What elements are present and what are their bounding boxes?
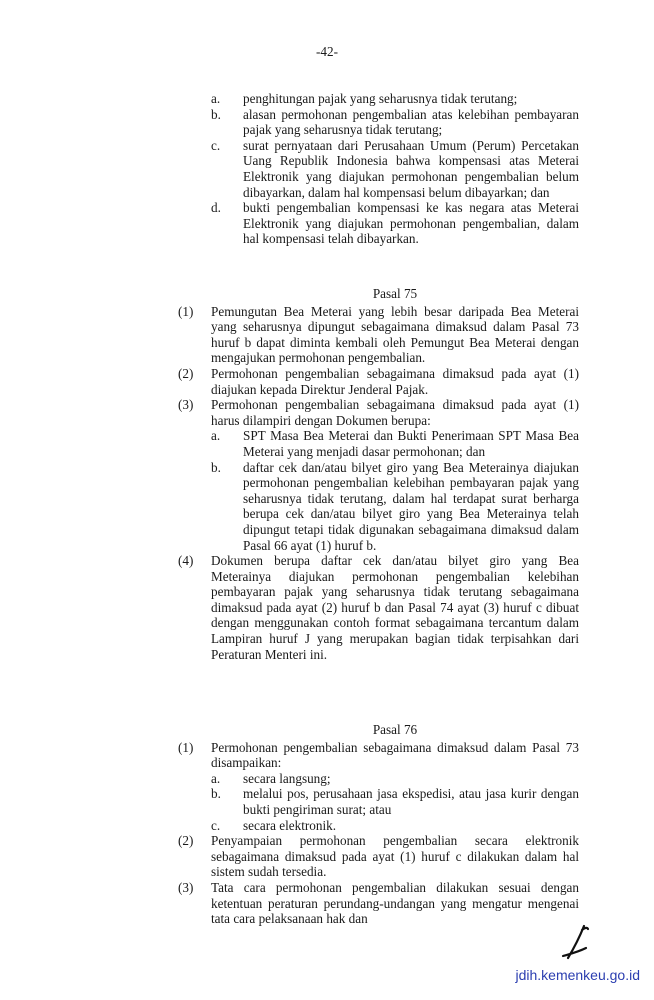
list-item <box>211 107 579 138</box>
sub-item <box>211 786 579 817</box>
ayat-text: Permohonan pengembalian sebagaimana dimaksud pada ayat (1) harus dilampiri dengan Dokumen berupa: <box>211 397 579 428</box>
item-text: surat pernyataan dari Perusahaan Umum (Perum) Percetakan Uang Republik Indonesia bahwa kompensasi atas Meterai Elektronik yang diajukan permohonan pengembalian belum dibayarkan, dalam hal kompensasi belum dibayarkan; dan <box>243 137 579 200</box>
ayat-number: (3) <box>178 397 194 413</box>
sub-item <box>211 460 579 554</box>
item-label: b. <box>211 106 221 122</box>
sub-item <box>211 818 579 834</box>
ayat <box>178 740 579 834</box>
ayat <box>178 366 579 397</box>
ayat <box>178 553 579 662</box>
sub-item-text: secara elektronik. <box>243 817 336 833</box>
ayat-text: Tata cara permohonan pengembalian dilakukan sesuai dengan ketentuan peraturan perundang-undangan yang mengatur mengenai tata cara pelaksanaan hak dan <box>211 879 579 927</box>
ayat-number: (2) <box>178 365 194 381</box>
ayat-text: Pemungutan Bea Meterai yang lebih besar daripada Bea Meterai yang seharusnya dipungut sebagaimana dimaksud dalam Pasal 73 huruf b dapat diminta kembali oleh Pemungut Bea Meterai dengan mengajukan permohonan pengembalian. <box>211 303 579 366</box>
pasal-76-section <box>178 722 579 927</box>
ayat-number: (2) <box>178 833 194 849</box>
ayat-text: Permohonan pengembalian sebagaimana dimaksud pada ayat (1) diajukan kepada Direktur Jenderal Pajak. <box>211 365 579 397</box>
pasal-76-heading: Pasal 76 <box>372 722 418 737</box>
ayat-number: (3) <box>178 879 194 895</box>
sub-item-label: a. <box>211 770 221 786</box>
continued-list <box>211 91 579 247</box>
item-label: d. <box>211 200 221 216</box>
sub-item-label: b. <box>211 786 221 802</box>
list-item <box>211 200 579 247</box>
ayat-number: (4) <box>178 553 194 569</box>
item-text: penghitungan pajak yang seharusnya tidak terutang; <box>243 91 518 106</box>
pasal-75-section <box>178 286 579 662</box>
item-text: alasan permohonan pengembalian atas kelebihan pembayaran pajak yang seharusnya tidak terutang; <box>243 106 579 138</box>
footer-url: jdih.kemenkeu.go.id <box>515 967 640 983</box>
ayat <box>178 397 579 553</box>
sub-item-label: a. <box>211 428 221 444</box>
item-text: bukti pengembalian kompensasi ke kas negara atas Meterai Elektronik yang diajukan permohonan pengembalian, dalam hal kompensasi telah dibayarkan. <box>243 200 579 247</box>
sub-item-text: daftar cek dan/atau bilyet giro yang Bea Meterainya diajukan permohonan pengembalian kelebihan pembayaran pajak yang seharusnya tidak terutang, dalam hal terdapat surat berharga berupa cek dan/atau bilyet giro yang Bea Meterainya telah dipungut tetapi tidak digunakan sebagaimana dimaksud dalam Pasal 66 ayat (1) huruf b. <box>243 459 579 553</box>
sub-item-text: melalui pos, perusahaan jasa ekspedisi, atau jasa kurir dengan bukti pengiriman surat; atau <box>243 786 579 817</box>
sub-item-text: secara langsung; <box>243 770 331 786</box>
pasal-75-heading: Pasal 75 <box>372 286 418 301</box>
paraf-signature <box>560 924 594 968</box>
sub-item <box>211 771 579 787</box>
ayat <box>178 304 579 366</box>
sub-item <box>211 428 579 459</box>
list-item <box>211 138 579 200</box>
ayat-number: (1) <box>178 739 194 755</box>
ayat-text: Dokumen berupa daftar cek dan/atau bilyet giro yang Bea Meterainya diajukan permohonan pengembalian kelebihan pembayaran pajak yang seharusnya tidak terutang sebagaimana dimaksud pada ayat (2) huruf b dan Pasal 74 ayat (3) huruf c dibuat dengan menggunakan contoh format sebagaimana tercantum dalam Lampiran huruf J yang merupakan bagian tidak terpisahkan dari Peraturan Menteri ini. <box>211 553 579 662</box>
sub-item-label: c. <box>211 817 221 833</box>
ayat-number: (1) <box>178 303 194 319</box>
item-label: a. <box>211 91 221 106</box>
page-number: -42- <box>316 44 338 59</box>
ayat <box>178 833 579 880</box>
ayat <box>178 880 579 927</box>
sub-item-text: SPT Masa Bea Meterai dan Bukti Penerimaan SPT Masa Bea Meterai yang menjadi dasar permohonan; dan <box>243 428 579 459</box>
list-item <box>211 91 579 107</box>
ayat-text: Penyampaian permohonan pengembalian secara elektronik sebagaimana dimaksud pada ayat (1) huruf c dilakukan dalam hal sistem sudah tersedia. <box>211 833 579 880</box>
sub-item-label: b. <box>211 459 221 475</box>
ayat-text: Permohonan pengembalian sebagaimana dimaksud dalam Pasal 73 disampaikan: <box>211 739 579 771</box>
item-label: c. <box>211 137 221 153</box>
